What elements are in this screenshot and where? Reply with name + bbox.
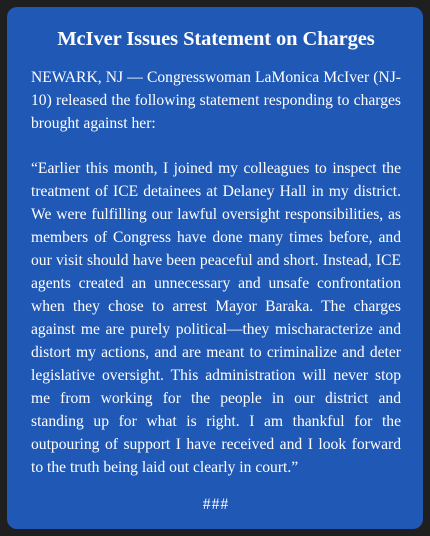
statement-title: McIver Issues Statement on Charges bbox=[57, 28, 375, 50]
statement-quote: “Earlier this month, I joined my colleagues to inspect the treatment of ICE detainees at Delaney Hall in my district. We were fulfilling our lawful oversight responsibilities, as members of Congress have done many times before, and our visit should have been peaceful and short. Instead, ICE agents created an unnecessary and unsafe confrontation when they chose to arrest Mayor Baraka. The charges against me are purely political—they mischaracterize and distort my actions, and are meant to criminalize and deter legislative oversight. This administration will never stop me from working for the people in our district and standing up for what is right. I am thankful for the outpouring of support I have received and I look forward to the truth being laid out clearly in court.” bbox=[31, 160, 401, 476]
statement-intro: NEWARK, NJ — Congresswoman LaMonica McIver (NJ-10) released the following statement responding to charges brought against her: bbox=[31, 69, 401, 132]
statement-card bbox=[7, 7, 423, 529]
end-mark: ### bbox=[202, 496, 230, 513]
